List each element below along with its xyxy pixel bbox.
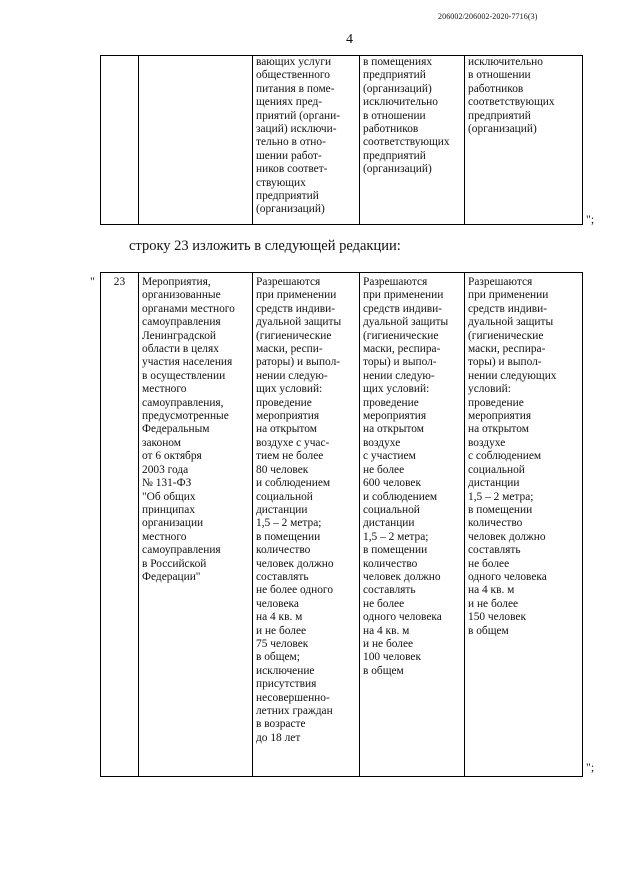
row-number: 23: [101, 273, 139, 777]
opening-quote-mark: ": [90, 274, 95, 288]
closing-quote-mark: ";: [586, 212, 595, 226]
table-row-23: [100, 272, 583, 777]
table-cell-col3: Разрешаются при применении средств индиви- дуальной защиты (гигиенические маски, респи- раторы) и выпол- нении следую- щих условий: проведение мероприятия на открытом воздухе с учас- тием не более 80 человек и соблюдением социальной дистанции 1,5 – 2 метра; в помещении количество человек должно составлять не более одного человека на 4 кв. м и не более 75 человек в общем; исключение присутствия несовершенно- летних граждан в возрасте до 18 лет: [253, 273, 360, 777]
page-number: 4: [346, 32, 353, 47]
table-cell-event: [139, 56, 253, 225]
instruction-text: строку 23 изложить в следующей редакции:: [129, 238, 401, 254]
table-cell-col5: исключительно в отношении работников соответствующих предприятий (организаций): [465, 56, 583, 225]
document-number: 206002/206002-2020-7716(3): [438, 12, 538, 21]
table-cell-col3: вающих услуги общественного питания в поме- щениях пред- приятий (органи- заций) исключи- тельно в отно- шении работ- ников соответ- ствующих предприятий (организаций): [253, 56, 360, 225]
table-cell-col4: Разрешаются при применении средств индиви- дуальной защиты (гигиенические маски, респира- торы) и выпол- нении следую- щих условий: проведение мероприятия на открытом воздухе с участием не более 600 человек и соблюдением социальной дистанции 1,5 – 2 метра; в помещении количество человек должно составлять не более одного человека на 4 кв. м и не более 100 человек в общем: [360, 273, 465, 777]
table-cell-col5: Разрешаются при применении средств индиви- дуальной защиты (гигиенические маски, респира- торы) и выпол- нении следующих условий: проведение мероприятия на открытом воздухе с соблюдением социальной дистанции 1,5 – 2 метра; в помещении количество человек должно составлять не более одного человека на 4 кв. м и не более 150 человек в общем: [465, 273, 583, 777]
table-cell-event: Мероприятия, организованные органами местного самоуправления Ленинградской области в целях участия населения в осуществлении местного самоуправления, предусмотренные Федеральным законом от 6 октября 2003 года № 131-ФЗ "Об общих принципах организации местного самоуправления в Российской Федерации": [139, 273, 253, 777]
table-cell-number: [101, 56, 139, 225]
closing-quote-mark: ";: [586, 760, 595, 774]
table-row: [101, 56, 583, 225]
table-cell-col4: в помещениях предприятий (организаций) исключительно в отношении работников соответствующих предприятий (организаций): [360, 56, 465, 225]
table-continued-rows: [100, 55, 583, 225]
table-row: [101, 273, 583, 777]
